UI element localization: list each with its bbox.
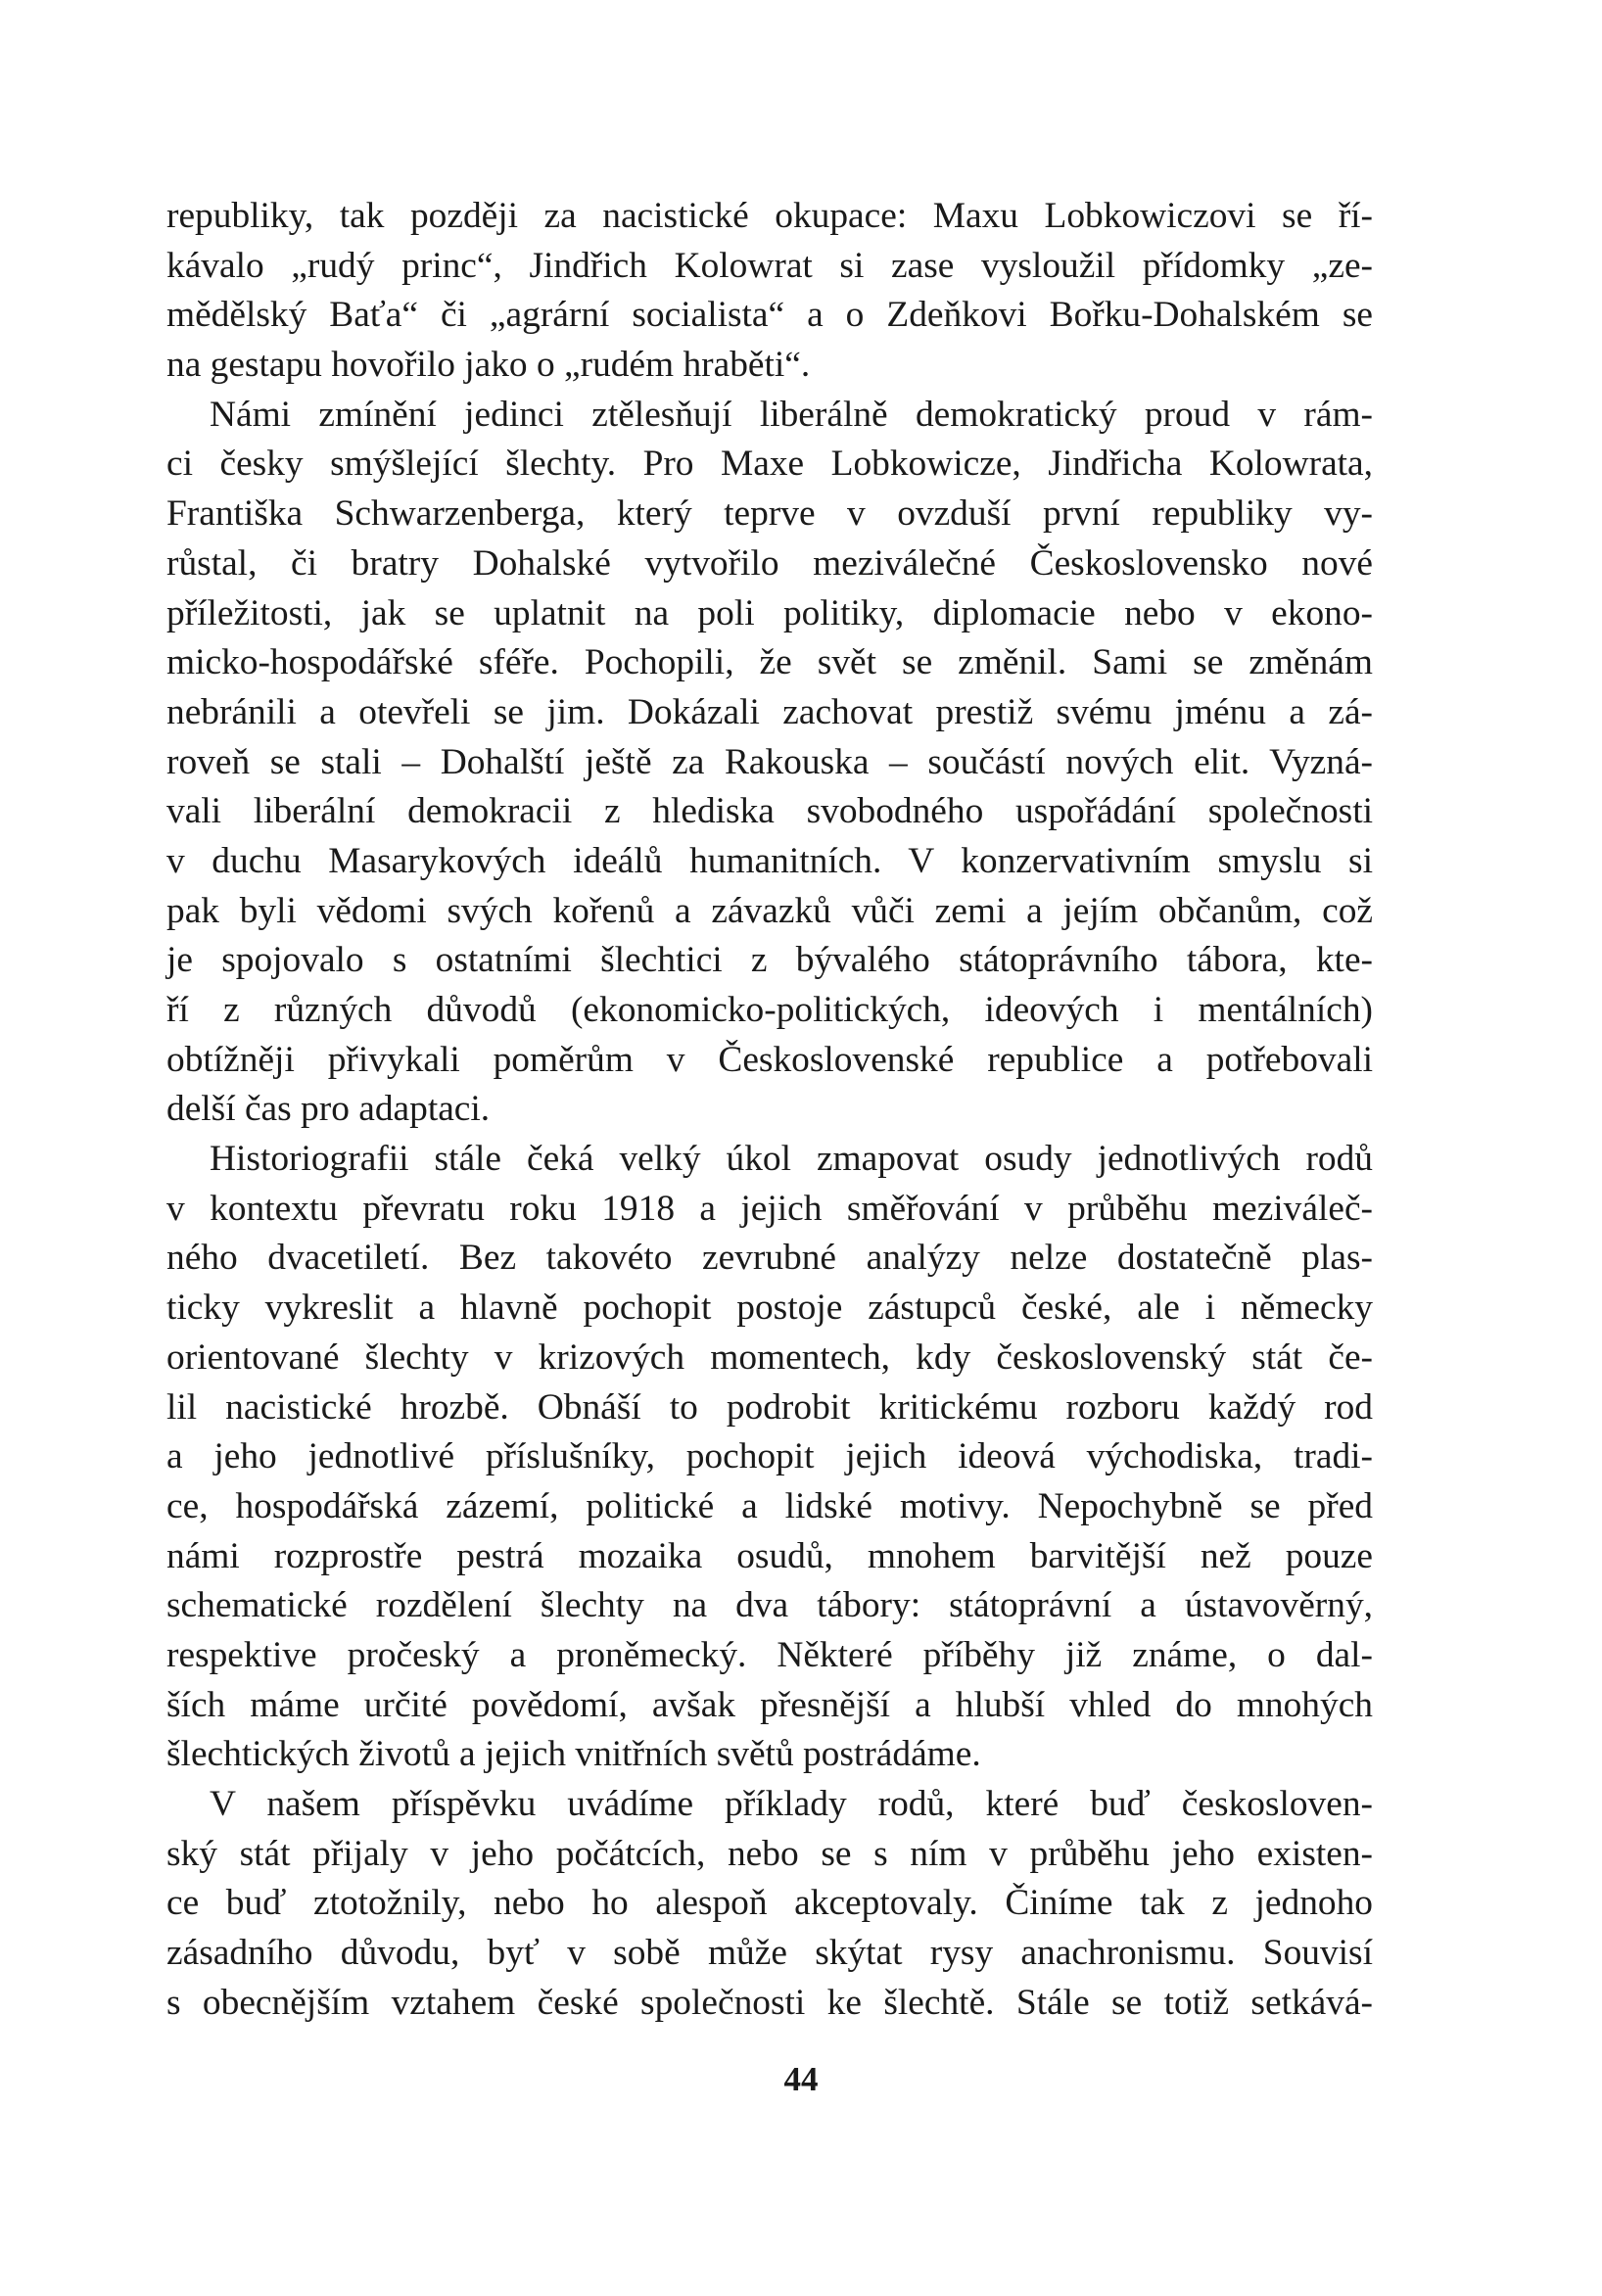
text-line: ce, hospodářská zázemí, politické a lidské motivy. Nepochybně se před	[166, 1485, 1373, 1526]
document-body	[166, 192, 1373, 2028]
paragraph	[166, 192, 1373, 391]
text-line: a jeho jednotlivé příslušníky, pochopit jejich ideová východiska, tradi-	[166, 1436, 1373, 1477]
text-line: mědělský Baťa“ či „agrární socialista“ a o Zdeňkovi Bořku-Dohalském se	[166, 295, 1373, 336]
text-line: Námi zmínění jedinci ztělesňují liberálně demokratický proud v rám-	[210, 394, 1373, 435]
text-line: obtížněji přivykali poměrům v Československé republice a potřebovali	[166, 1039, 1373, 1080]
text-line: micko-hospodářské sféře. Pochopili, že svět se změnil. Sami se změnám	[166, 642, 1373, 683]
text-line: vali liberální demokracii z hlediska svobodného uspořádání společnosti	[166, 791, 1373, 832]
text-line: námi rozprostře pestrá mozaika osudů, mnohem barvitější než pouze	[166, 1535, 1373, 1576]
paragraph	[166, 1780, 1373, 2028]
text-line: ský stát přijaly v jeho počátcích, nebo se s ním v průběhu jeho existen-	[166, 1833, 1373, 1874]
text-line: ších máme určité povědomí, avšak přesnější a hlubší vhled do mnohých	[166, 1684, 1373, 1725]
text-line: respektive pročeský a proněmecký. Některé příběhy již známe, o dal-	[166, 1634, 1373, 1675]
text-line: republiky, tak později za nacistické okupace: Maxu Lobkowiczovi se ří-	[166, 196, 1373, 236]
text-line: ci česky smýšlející šlechty. Pro Maxe Lobkowicze, Jindřicha Kolowrata,	[166, 444, 1373, 485]
text-line: šlechtických životů a jejich vnitřních světů postrádáme.	[166, 1734, 981, 1775]
text-line: nebránili a otevřeli se jim. Dokázali zachovat prestiž svému jménu a zá-	[166, 691, 1373, 732]
text-line: Historiografii stále čeká velký úkol zmapovat osudy jednotlivých rodů	[210, 1139, 1373, 1180]
text-line: kávalo „rudý princ“, Jindřich Kolowrat si zase vysloužil přídomky „ze-	[166, 245, 1373, 286]
text-line: v kontextu převratu roku 1918 a jejich směřování v průběhu meziváleč-	[166, 1188, 1373, 1229]
paragraph	[166, 1135, 1373, 1780]
text-line: ří z různých důvodů (ekonomicko-politických, ideových i mentálních)	[166, 990, 1373, 1030]
paragraph	[166, 391, 1373, 1135]
text-line: ce buď ztotožnily, nebo ho alespoň akceptovaly. Činíme tak z jednoho	[166, 1883, 1373, 1924]
text-line: příležitosti, jak se uplatnit na poli politiky, diplomacie nebo v ekono-	[166, 592, 1373, 633]
text-line: lil nacistické hrozbě. Obnáší to podrobit kritickému rozboru každý rod	[166, 1386, 1373, 1428]
text-line: delší čas pro adaptaci.	[166, 1089, 491, 1130]
text-line: je spojovalo s ostatními šlechtici z bývalého státoprávního tábora, kte-	[166, 940, 1373, 981]
text-line: zásadního důvodu, byť v sobě může skýtat rysy anachronismu. Souvisí	[166, 1933, 1373, 1974]
page-number: 44	[783, 2060, 819, 2098]
text-line: růstal, či bratry Dohalské vytvořilo meziválečné Československo nové	[166, 542, 1373, 584]
text-line: V našem příspěvku uvádíme příklady rodů, které buď českosloven-	[210, 1784, 1373, 1824]
text-line: pak byli vědomi svých kořenů a závazků vůči zemi a jejím občanům, což	[166, 890, 1373, 931]
text-line: orientované šlechty v krizových momentech, kdy československý stát če-	[166, 1336, 1373, 1378]
text-line: ticky vykreslit a hlavně pochopit postoje zástupců české, ale i německy	[166, 1288, 1373, 1329]
text-line: schematické rozdělení šlechty na dva tábory: státoprávní a ústavověrný,	[166, 1585, 1373, 1626]
text-line: roveň se stali – Dohalští ještě za Rakouska – součástí nových elit. Vyzná-	[166, 741, 1373, 782]
text-line: na gestapu hovořilo jako o „rudém hraběti“.	[166, 345, 811, 386]
text-line: s obecnějším vztahem české společnosti ke šlechtě. Stále se totiž setkává-	[166, 1982, 1373, 2023]
text-line: v duchu Masarykových ideálů humanitních. V konzervativním smyslu si	[166, 840, 1373, 881]
text-line: Františka Schwarzenberga, který teprve v ovzduší první republiky vy-	[166, 493, 1373, 535]
text-line: ného dvacetiletí. Bez takovéto zevrubné analýzy nelze dostatečně plas-	[166, 1238, 1373, 1279]
